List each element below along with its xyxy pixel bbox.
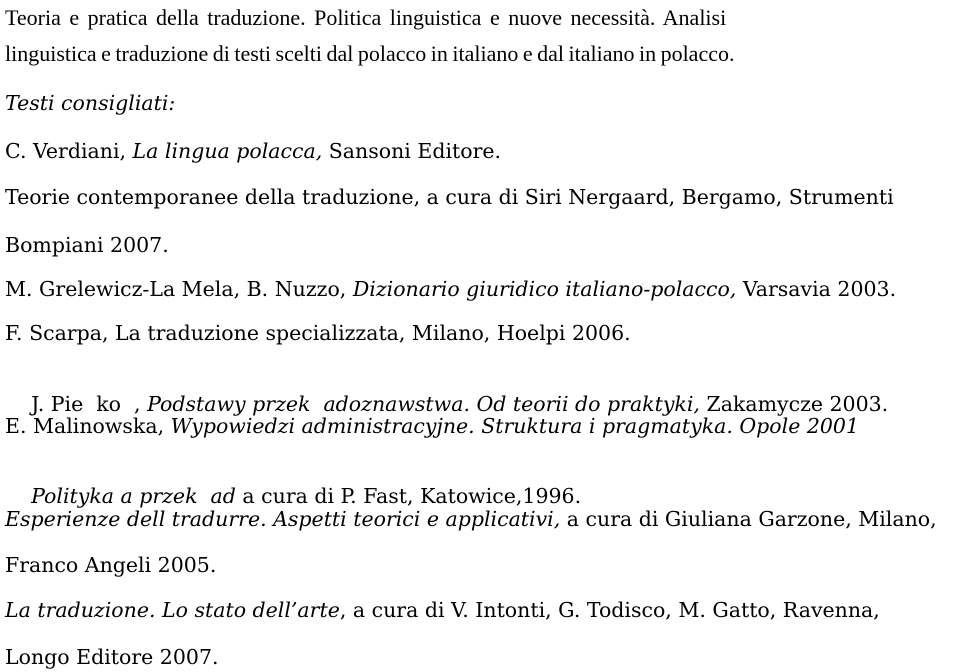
text-segment-italic: Polityka a przek ad xyxy=(31,484,236,508)
text-segment: Teoria e pratica della traduzione. Politica linguistica e nuove necessità. Analisi xyxy=(5,5,727,30)
text-line xyxy=(5,91,175,115)
text-line xyxy=(5,42,734,66)
text-segment: Sansoni Editore. xyxy=(322,139,502,163)
text-segment-italic: La traduzione. Lo stato dell’arte xyxy=(5,598,340,622)
text-segment: Bompiani 2007. xyxy=(5,233,169,257)
text-segment-italic: Podstawy przek adoznawstwa. Od teorii do praktyki, xyxy=(147,392,700,416)
text-segment-italic: La lingua polacca, xyxy=(132,139,323,163)
text-line xyxy=(5,645,219,669)
text-line xyxy=(5,139,501,163)
text-segment-italic: Wypowiedzi administracyjne. Struktura i pragmatyka. Opole 2001 xyxy=(170,414,860,438)
text-segment: linguistica e traduzione di testi scelti dal polacco in italiano e dal italiano in polacco. xyxy=(5,41,735,66)
text-segment: , a cura di V. Intonti, G. Todisco, M. Gatto, Ravenna, xyxy=(339,598,880,622)
text-segment: a cura di P. Fast, Katowice,1996. xyxy=(235,484,582,508)
text-segment: Testi consigliati: xyxy=(5,91,176,115)
text-segment: Franco Angeli 2005. xyxy=(5,553,217,577)
text-segment: Teorie contemporanee della traduzione, a cura di Siri Nergaard, Bergamo, Strumenti xyxy=(5,185,894,209)
text-line xyxy=(5,507,937,531)
text-segment: Longo Editore 2007. xyxy=(5,645,219,669)
text-line xyxy=(5,414,859,438)
text-segment: J. Pie ko , xyxy=(31,392,148,416)
text-segment-italic: Esperienze dell tradurre. Aspetti teorici e applicativi, xyxy=(5,507,561,531)
text-line xyxy=(5,598,880,622)
text-segment: a cura di Giuliana Garzone, Milano, xyxy=(560,507,937,531)
text-segment-italic: Dizionario giuridico italiano-polacco, xyxy=(352,277,737,301)
text-line xyxy=(5,6,726,30)
text-line xyxy=(5,321,631,345)
text-line xyxy=(5,553,216,577)
text-segment: Varsavia 2003. xyxy=(736,277,897,301)
text-line xyxy=(5,233,169,257)
text-segment: F. Scarpa, La traduzione specializzata, Milano, Hoelpi 2006. xyxy=(5,321,631,345)
text-segment: M. Grelewicz-La Mela, B. Nuzzo, xyxy=(5,277,353,301)
text-line xyxy=(5,185,894,209)
text-line xyxy=(5,277,896,301)
text-segment: E. Malinowska, xyxy=(5,414,171,438)
text-segment: Zakamycze 2003. xyxy=(699,392,889,416)
text-segment: C. Verdiani, xyxy=(5,139,133,163)
